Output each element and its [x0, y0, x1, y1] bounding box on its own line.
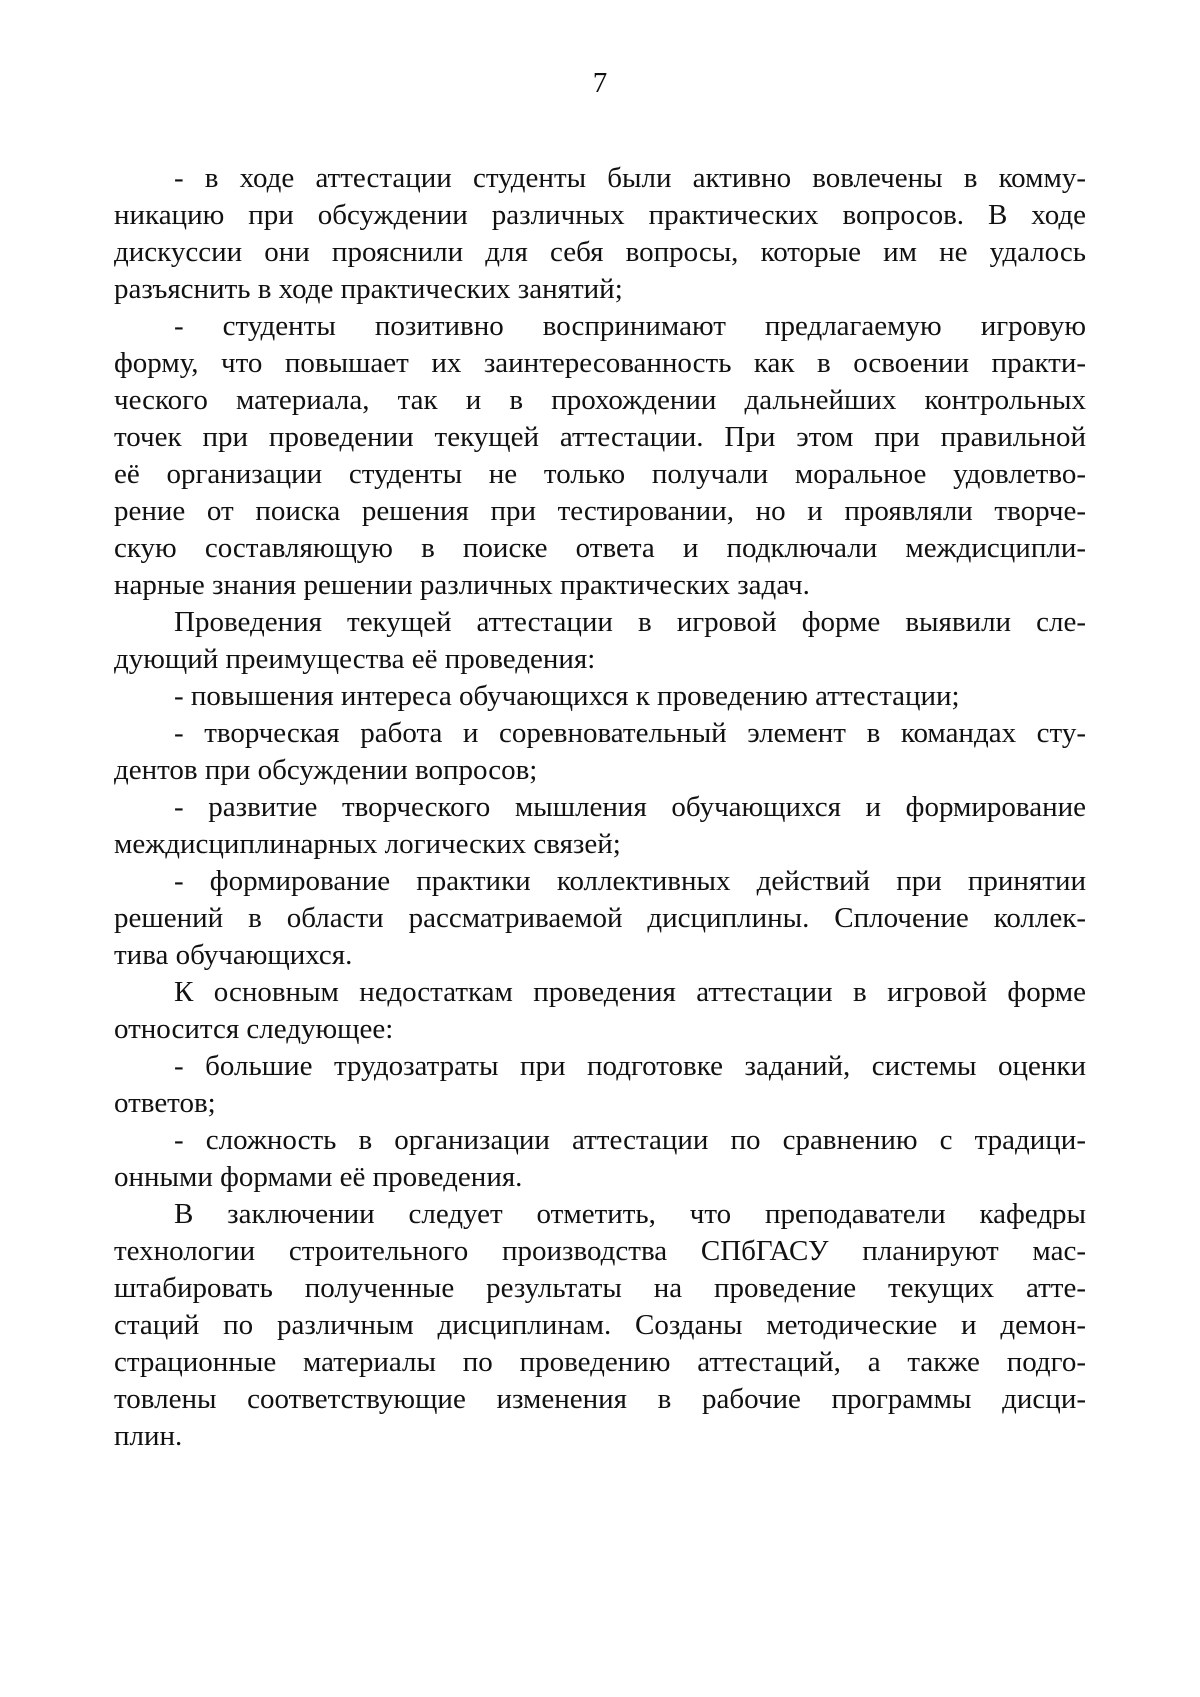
text-line: страционные материалы по проведению аттестаций, а также подго- [114, 1346, 1086, 1378]
text-line: скую составляющую в поиске ответа и подключали междисципли- [114, 532, 1086, 564]
text-line: дискуссии они прояснили для себя вопросы, которые им не удалось [114, 236, 1086, 268]
text-line: разъяснить в ходе практических занятий; [114, 273, 623, 305]
text-line: никацию при обсуждении различных практических вопросов. В ходе [114, 199, 1086, 231]
text-line: относится следующее: [114, 1013, 394, 1045]
text-line: точек при проведении текущей аттестации. При этом при правильной [114, 421, 1086, 453]
text-line: ответов; [114, 1087, 216, 1119]
body-text [114, 160, 1086, 1455]
text-line: - большие трудозатраты при подготовке заданий, системы оценки [174, 1050, 1086, 1082]
text-line: её организации студенты не только получали моральное удовлетво- [114, 458, 1086, 490]
text-line: плин. [114, 1420, 183, 1452]
text-line: ческого материала, так и в прохождении дальнейших контрольных [114, 384, 1086, 416]
text-line: товлены соответствующие изменения в рабочие программы дисци- [114, 1383, 1086, 1415]
text-line: дентов при обсуждении вопросов; [114, 754, 538, 786]
text-line: К основным недостаткам проведения аттестации в игровой форме [174, 976, 1086, 1008]
text-line: дующий преимущества её проведения: [114, 643, 596, 675]
text-line: - в ходе аттестации студенты были активно вовлечены в комму- [174, 162, 1086, 194]
text-line: - развитие творческого мышления обучающихся и формирование [174, 791, 1086, 823]
text-line: - творческая работа и соревновательный элемент в командах сту- [174, 717, 1086, 749]
text-line: - формирование практики коллективных действий при принятии [174, 865, 1086, 897]
text-line: стаций по различным дисциплинам. Созданы методические и демон- [114, 1309, 1086, 1341]
text-line: тива обучающихся. [114, 939, 353, 971]
text-line: решений в области рассматриваемой дисциплины. Сплочение коллек- [114, 902, 1086, 934]
text-line: - повышения интереса обучающихся к проведению аттестации; [174, 680, 960, 712]
text-line: онными формами её проведения. [114, 1161, 523, 1193]
text-line: - сложность в организации аттестации по сравнению с традици- [174, 1124, 1086, 1156]
text-line: технологии строительного производства СПбГАСУ планируют мас- [114, 1235, 1086, 1267]
text-line: штабировать полученные результаты на проведение текущих атте- [114, 1272, 1086, 1304]
text-line: нарные знания решении различных практических задач. [114, 569, 810, 601]
page-number: 7 [592, 67, 608, 99]
text-line: форму, что повышает их заинтересованность как в освоении практи- [114, 347, 1086, 379]
text-line: - студенты позитивно воспринимают предлагаемую игровую [174, 310, 1086, 342]
text-line: В заключении следует отметить, что преподаватели кафедры [174, 1198, 1086, 1230]
text-line: междисциплинарных логических связей; [114, 828, 621, 860]
text-line: Проведения текущей аттестации в игровой форме выявили сле- [174, 606, 1086, 638]
text-line: рение от поиска решения при тестировании, но и проявляли творче- [114, 495, 1086, 527]
